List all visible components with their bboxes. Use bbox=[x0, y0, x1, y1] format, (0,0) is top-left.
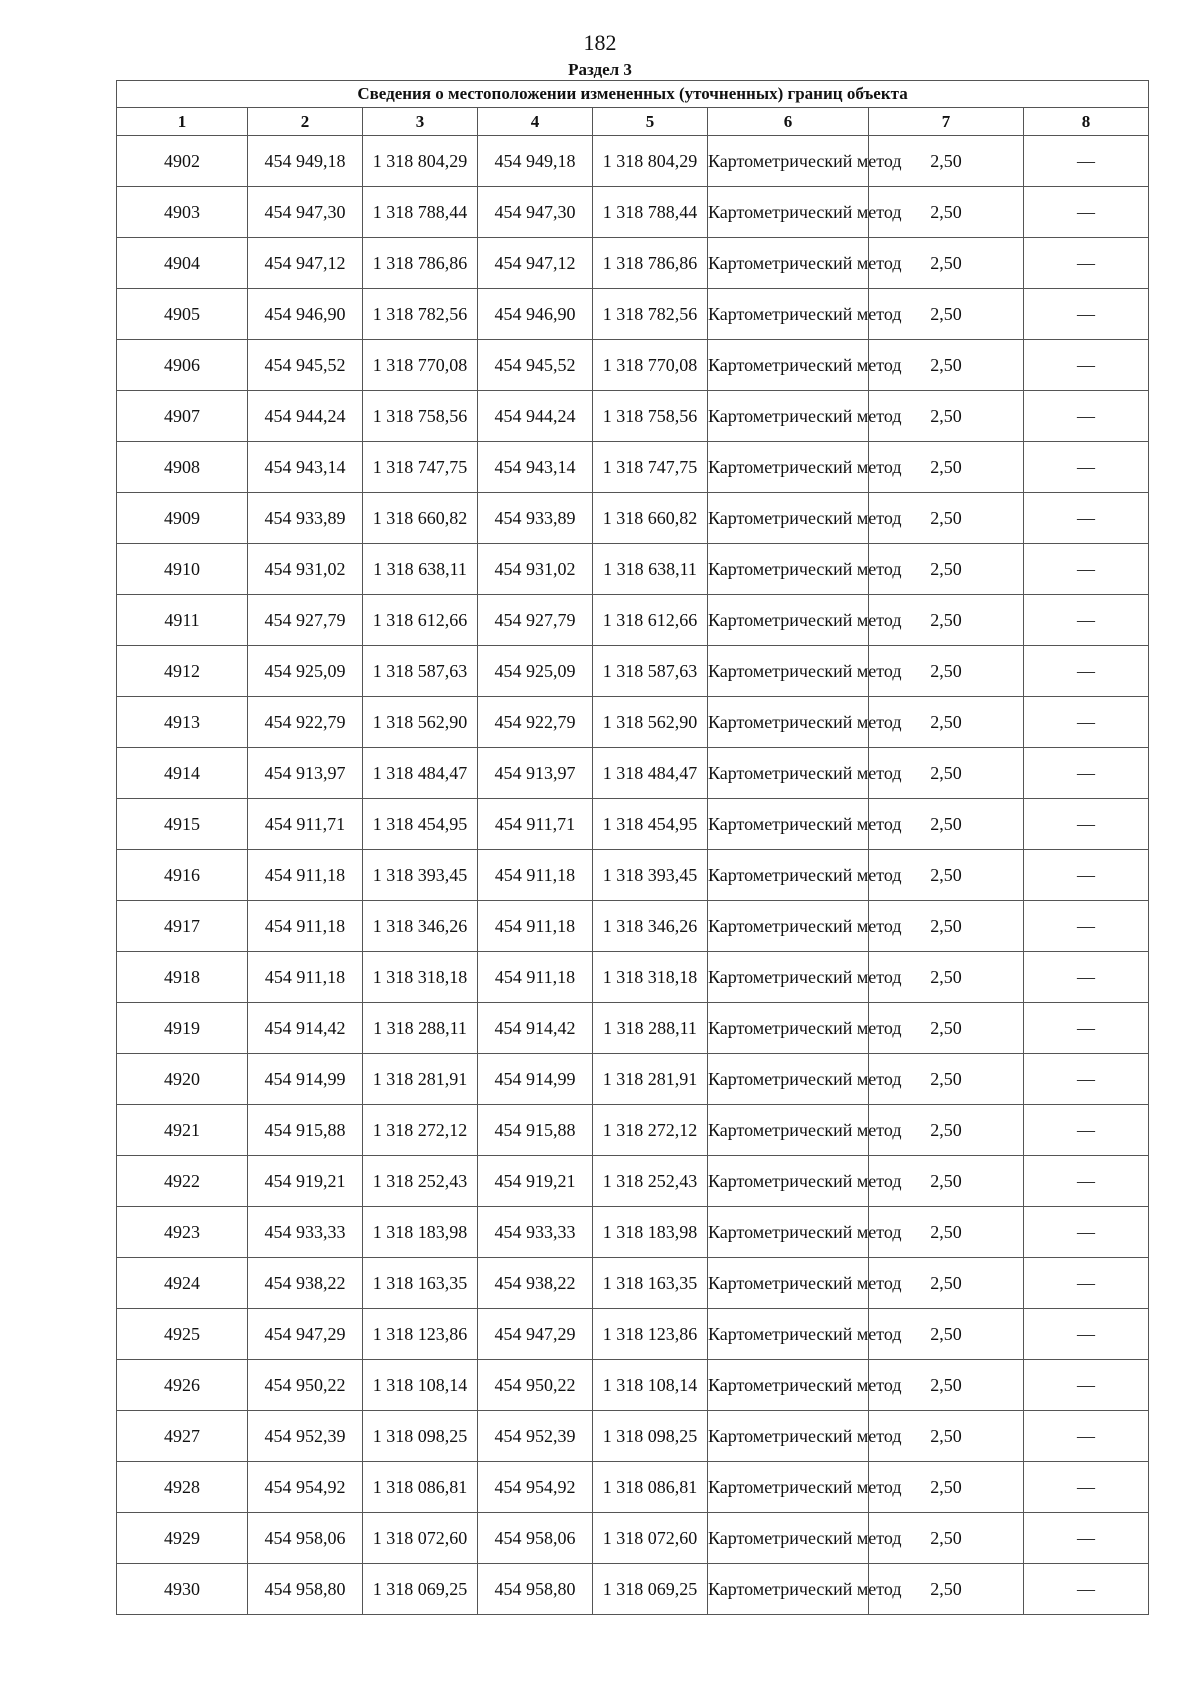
description-cell: — bbox=[1024, 1462, 1149, 1513]
description-cell: — bbox=[1024, 136, 1149, 187]
description-cell: — bbox=[1024, 1207, 1149, 1258]
precision-cell: 2,50 bbox=[869, 697, 1024, 748]
y-old-cell: 1 318 163,35 bbox=[363, 1258, 478, 1309]
y-old-cell: 1 318 758,56 bbox=[363, 391, 478, 442]
precision-cell: 2,50 bbox=[869, 799, 1024, 850]
point-number-cell: 4906 bbox=[117, 340, 248, 391]
y-old-cell: 1 318 272,12 bbox=[363, 1105, 478, 1156]
x-new-cell: 454 954,92 bbox=[478, 1462, 593, 1513]
y-new-cell: 1 318 638,11 bbox=[593, 544, 708, 595]
description-cell: — bbox=[1024, 595, 1149, 646]
description-cell: — bbox=[1024, 1564, 1149, 1615]
table-row bbox=[117, 289, 1149, 340]
precision-cell: 2,50 bbox=[869, 952, 1024, 1003]
x-old-cell: 454 958,06 bbox=[248, 1513, 363, 1564]
method-cell: Картометрический метод bbox=[708, 1564, 869, 1615]
y-new-cell: 1 318 758,56 bbox=[593, 391, 708, 442]
description-cell: — bbox=[1024, 391, 1149, 442]
table-row bbox=[117, 697, 1149, 748]
x-new-cell: 454 947,29 bbox=[478, 1309, 593, 1360]
x-new-cell: 454 947,12 bbox=[478, 238, 593, 289]
table-row bbox=[117, 1309, 1149, 1360]
description-cell: — bbox=[1024, 1309, 1149, 1360]
x-old-cell: 454 950,22 bbox=[248, 1360, 363, 1411]
precision-cell: 2,50 bbox=[869, 1054, 1024, 1105]
y-new-cell: 1 318 747,75 bbox=[593, 442, 708, 493]
page-number: 182 bbox=[583, 30, 617, 55]
method-cell: Картометрический метод bbox=[708, 1309, 869, 1360]
x-new-cell: 454 938,22 bbox=[478, 1258, 593, 1309]
point-number-cell: 4925 bbox=[117, 1309, 248, 1360]
table-caption-row bbox=[117, 81, 1149, 108]
y-old-cell: 1 318 393,45 bbox=[363, 850, 478, 901]
method-cell: Картометрический метод bbox=[708, 799, 869, 850]
table-row bbox=[117, 595, 1149, 646]
table-row bbox=[117, 544, 1149, 595]
method-cell: Картометрический метод bbox=[708, 595, 869, 646]
x-old-cell: 454 914,99 bbox=[248, 1054, 363, 1105]
column-header: 6 bbox=[708, 108, 869, 136]
point-number-cell: 4919 bbox=[117, 1003, 248, 1054]
y-old-cell: 1 318 660,82 bbox=[363, 493, 478, 544]
table-row bbox=[117, 136, 1149, 187]
y-old-cell: 1 318 108,14 bbox=[363, 1360, 478, 1411]
method-cell: Картометрический метод bbox=[708, 391, 869, 442]
x-old-cell: 454 913,97 bbox=[248, 748, 363, 799]
y-old-cell: 1 318 288,11 bbox=[363, 1003, 478, 1054]
x-new-cell: 454 952,39 bbox=[478, 1411, 593, 1462]
precision-cell: 2,50 bbox=[869, 1003, 1024, 1054]
precision-cell: 2,50 bbox=[869, 238, 1024, 289]
method-cell: Картометрический метод bbox=[708, 1003, 869, 1054]
y-old-cell: 1 318 788,44 bbox=[363, 187, 478, 238]
y-new-cell: 1 318 786,86 bbox=[593, 238, 708, 289]
y-new-cell: 1 318 804,29 bbox=[593, 136, 708, 187]
point-number-cell: 4911 bbox=[117, 595, 248, 646]
boundary-points-table bbox=[116, 80, 1149, 1615]
method-cell: Картометрический метод bbox=[708, 1207, 869, 1258]
precision-cell: 2,50 bbox=[869, 595, 1024, 646]
description-cell: — bbox=[1024, 850, 1149, 901]
precision-cell: 2,50 bbox=[869, 544, 1024, 595]
precision-cell: 2,50 bbox=[869, 1411, 1024, 1462]
method-cell: Картометрический метод bbox=[708, 1360, 869, 1411]
y-old-cell: 1 318 804,29 bbox=[363, 136, 478, 187]
point-number-cell: 4922 bbox=[117, 1156, 248, 1207]
table-row bbox=[117, 1054, 1149, 1105]
y-new-cell: 1 318 072,60 bbox=[593, 1513, 708, 1564]
x-new-cell: 454 911,18 bbox=[478, 901, 593, 952]
table-row bbox=[117, 238, 1149, 289]
method-cell: Картометрический метод bbox=[708, 1411, 869, 1462]
point-number-cell: 4903 bbox=[117, 187, 248, 238]
method-cell: Картометрический метод bbox=[708, 1513, 869, 1564]
table-row bbox=[117, 1360, 1149, 1411]
y-new-cell: 1 318 770,08 bbox=[593, 340, 708, 391]
precision-cell: 2,50 bbox=[869, 646, 1024, 697]
method-cell: Картометрический метод bbox=[708, 289, 869, 340]
method-cell: Картометрический метод bbox=[708, 901, 869, 952]
x-new-cell: 454 919,21 bbox=[478, 1156, 593, 1207]
point-number-cell: 4917 bbox=[117, 901, 248, 952]
precision-cell: 2,50 bbox=[869, 1156, 1024, 1207]
method-cell: Картометрический метод bbox=[708, 952, 869, 1003]
x-old-cell: 454 947,30 bbox=[248, 187, 363, 238]
x-new-cell: 454 922,79 bbox=[478, 697, 593, 748]
y-new-cell: 1 318 612,66 bbox=[593, 595, 708, 646]
point-number-cell: 4912 bbox=[117, 646, 248, 697]
y-old-cell: 1 318 086,81 bbox=[363, 1462, 478, 1513]
precision-cell: 2,50 bbox=[869, 136, 1024, 187]
method-cell: Картометрический метод bbox=[708, 544, 869, 595]
x-new-cell: 454 943,14 bbox=[478, 442, 593, 493]
point-number-cell: 4905 bbox=[117, 289, 248, 340]
table-row bbox=[117, 1513, 1149, 1564]
y-old-cell: 1 318 318,18 bbox=[363, 952, 478, 1003]
table-row bbox=[117, 952, 1149, 1003]
x-new-cell: 454 950,22 bbox=[478, 1360, 593, 1411]
point-number-cell: 4927 bbox=[117, 1411, 248, 1462]
column-header: 7 bbox=[869, 108, 1024, 136]
description-cell: — bbox=[1024, 799, 1149, 850]
point-number-cell: 4926 bbox=[117, 1360, 248, 1411]
precision-cell: 2,50 bbox=[869, 1564, 1024, 1615]
description-cell: — bbox=[1024, 1411, 1149, 1462]
precision-cell: 2,50 bbox=[869, 901, 1024, 952]
y-new-cell: 1 318 484,47 bbox=[593, 748, 708, 799]
x-new-cell: 454 958,80 bbox=[478, 1564, 593, 1615]
y-old-cell: 1 318 782,56 bbox=[363, 289, 478, 340]
column-header: 3 bbox=[363, 108, 478, 136]
x-new-cell: 454 958,06 bbox=[478, 1513, 593, 1564]
y-new-cell: 1 318 108,14 bbox=[593, 1360, 708, 1411]
section-title: Раздел 3 bbox=[568, 60, 632, 79]
x-old-cell: 454 938,22 bbox=[248, 1258, 363, 1309]
y-old-cell: 1 318 346,26 bbox=[363, 901, 478, 952]
table-row bbox=[117, 1564, 1149, 1615]
table-body bbox=[117, 81, 1149, 1615]
x-new-cell: 454 947,30 bbox=[478, 187, 593, 238]
method-cell: Картометрический метод bbox=[708, 1462, 869, 1513]
method-cell: Картометрический метод bbox=[708, 136, 869, 187]
method-cell: Картометрический метод bbox=[708, 442, 869, 493]
x-old-cell: 454 925,09 bbox=[248, 646, 363, 697]
x-old-cell: 454 911,71 bbox=[248, 799, 363, 850]
description-cell: — bbox=[1024, 646, 1149, 697]
x-old-cell: 454 927,79 bbox=[248, 595, 363, 646]
point-number-cell: 4907 bbox=[117, 391, 248, 442]
x-new-cell: 454 949,18 bbox=[478, 136, 593, 187]
x-new-cell: 454 913,97 bbox=[478, 748, 593, 799]
y-old-cell: 1 318 252,43 bbox=[363, 1156, 478, 1207]
y-new-cell: 1 318 281,91 bbox=[593, 1054, 708, 1105]
x-old-cell: 454 945,52 bbox=[248, 340, 363, 391]
description-cell: — bbox=[1024, 238, 1149, 289]
y-new-cell: 1 318 782,56 bbox=[593, 289, 708, 340]
y-new-cell: 1 318 252,43 bbox=[593, 1156, 708, 1207]
description-cell: — bbox=[1024, 493, 1149, 544]
point-number-cell: 4918 bbox=[117, 952, 248, 1003]
x-new-cell: 454 911,71 bbox=[478, 799, 593, 850]
x-old-cell: 454 946,90 bbox=[248, 289, 363, 340]
precision-cell: 2,50 bbox=[869, 850, 1024, 901]
point-number-cell: 4928 bbox=[117, 1462, 248, 1513]
y-new-cell: 1 318 587,63 bbox=[593, 646, 708, 697]
x-old-cell: 454 919,21 bbox=[248, 1156, 363, 1207]
point-number-cell: 4904 bbox=[117, 238, 248, 289]
method-cell: Картометрический метод bbox=[708, 493, 869, 544]
precision-cell: 2,50 bbox=[869, 1513, 1024, 1564]
description-cell: — bbox=[1024, 1258, 1149, 1309]
table-row bbox=[117, 391, 1149, 442]
table-row bbox=[117, 1462, 1149, 1513]
column-header: 5 bbox=[593, 108, 708, 136]
table-row bbox=[117, 1207, 1149, 1258]
precision-cell: 2,50 bbox=[869, 1258, 1024, 1309]
x-new-cell: 454 914,42 bbox=[478, 1003, 593, 1054]
method-cell: Картометрический метод bbox=[708, 646, 869, 697]
table-row bbox=[117, 1411, 1149, 1462]
method-cell: Картометрический метод bbox=[708, 1156, 869, 1207]
x-old-cell: 454 922,79 bbox=[248, 697, 363, 748]
precision-cell: 2,50 bbox=[869, 1309, 1024, 1360]
method-cell: Картометрический метод bbox=[708, 850, 869, 901]
point-number-cell: 4908 bbox=[117, 442, 248, 493]
description-cell: — bbox=[1024, 544, 1149, 595]
x-old-cell: 454 911,18 bbox=[248, 850, 363, 901]
table-row bbox=[117, 799, 1149, 850]
x-old-cell: 454 949,18 bbox=[248, 136, 363, 187]
description-cell: — bbox=[1024, 1156, 1149, 1207]
x-new-cell: 454 933,33 bbox=[478, 1207, 593, 1258]
y-new-cell: 1 318 454,95 bbox=[593, 799, 708, 850]
point-number-cell: 4924 bbox=[117, 1258, 248, 1309]
y-old-cell: 1 318 069,25 bbox=[363, 1564, 478, 1615]
column-number-row bbox=[117, 108, 1149, 136]
x-new-cell: 454 911,18 bbox=[478, 850, 593, 901]
x-old-cell: 454 947,29 bbox=[248, 1309, 363, 1360]
x-old-cell: 454 943,14 bbox=[248, 442, 363, 493]
x-old-cell: 454 933,89 bbox=[248, 493, 363, 544]
x-old-cell: 454 915,88 bbox=[248, 1105, 363, 1156]
column-header: 4 bbox=[478, 108, 593, 136]
description-cell: — bbox=[1024, 1360, 1149, 1411]
x-old-cell: 454 947,12 bbox=[248, 238, 363, 289]
y-new-cell: 1 318 346,26 bbox=[593, 901, 708, 952]
x-old-cell: 454 944,24 bbox=[248, 391, 363, 442]
y-old-cell: 1 318 484,47 bbox=[363, 748, 478, 799]
point-number-cell: 4921 bbox=[117, 1105, 248, 1156]
method-cell: Картометрический метод bbox=[708, 697, 869, 748]
description-cell: — bbox=[1024, 1105, 1149, 1156]
method-cell: Картометрический метод bbox=[708, 1105, 869, 1156]
point-number-cell: 4914 bbox=[117, 748, 248, 799]
description-cell: — bbox=[1024, 748, 1149, 799]
description-cell: — bbox=[1024, 1054, 1149, 1105]
y-new-cell: 1 318 318,18 bbox=[593, 952, 708, 1003]
x-old-cell: 454 952,39 bbox=[248, 1411, 363, 1462]
x-new-cell: 454 945,52 bbox=[478, 340, 593, 391]
precision-cell: 2,50 bbox=[869, 187, 1024, 238]
y-new-cell: 1 318 562,90 bbox=[593, 697, 708, 748]
table-row bbox=[117, 493, 1149, 544]
precision-cell: 2,50 bbox=[869, 1207, 1024, 1258]
description-cell: — bbox=[1024, 442, 1149, 493]
y-new-cell: 1 318 086,81 bbox=[593, 1462, 708, 1513]
x-new-cell: 454 944,24 bbox=[478, 391, 593, 442]
y-old-cell: 1 318 638,11 bbox=[363, 544, 478, 595]
column-header: 2 bbox=[248, 108, 363, 136]
precision-cell: 2,50 bbox=[869, 1105, 1024, 1156]
y-new-cell: 1 318 272,12 bbox=[593, 1105, 708, 1156]
table-row bbox=[117, 748, 1149, 799]
x-new-cell: 454 925,09 bbox=[478, 646, 593, 697]
y-old-cell: 1 318 072,60 bbox=[363, 1513, 478, 1564]
table-row bbox=[117, 646, 1149, 697]
x-old-cell: 454 933,33 bbox=[248, 1207, 363, 1258]
method-cell: Картометрический метод bbox=[708, 1258, 869, 1309]
table-caption: Сведения о местоположении измененных (уточненных) границ объекта bbox=[117, 81, 1149, 108]
precision-cell: 2,50 bbox=[869, 340, 1024, 391]
x-new-cell: 454 931,02 bbox=[478, 544, 593, 595]
description-cell: — bbox=[1024, 340, 1149, 391]
x-old-cell: 454 911,18 bbox=[248, 952, 363, 1003]
y-new-cell: 1 318 788,44 bbox=[593, 187, 708, 238]
y-old-cell: 1 318 587,63 bbox=[363, 646, 478, 697]
precision-cell: 2,50 bbox=[869, 748, 1024, 799]
y-new-cell: 1 318 098,25 bbox=[593, 1411, 708, 1462]
x-new-cell: 454 927,79 bbox=[478, 595, 593, 646]
x-old-cell: 454 911,18 bbox=[248, 901, 363, 952]
y-old-cell: 1 318 098,25 bbox=[363, 1411, 478, 1462]
precision-cell: 2,50 bbox=[869, 1360, 1024, 1411]
point-number-cell: 4902 bbox=[117, 136, 248, 187]
point-number-cell: 4916 bbox=[117, 850, 248, 901]
y-old-cell: 1 318 454,95 bbox=[363, 799, 478, 850]
y-new-cell: 1 318 660,82 bbox=[593, 493, 708, 544]
y-old-cell: 1 318 786,86 bbox=[363, 238, 478, 289]
description-cell: — bbox=[1024, 1003, 1149, 1054]
y-new-cell: 1 318 163,35 bbox=[593, 1258, 708, 1309]
table-row bbox=[117, 1156, 1149, 1207]
description-cell: — bbox=[1024, 697, 1149, 748]
y-new-cell: 1 318 393,45 bbox=[593, 850, 708, 901]
precision-cell: 2,50 bbox=[869, 289, 1024, 340]
x-old-cell: 454 931,02 bbox=[248, 544, 363, 595]
table-row bbox=[117, 1258, 1149, 1309]
description-cell: — bbox=[1024, 289, 1149, 340]
column-header: 1 bbox=[117, 108, 248, 136]
method-cell: Картометрический метод bbox=[708, 340, 869, 391]
y-new-cell: 1 318 288,11 bbox=[593, 1003, 708, 1054]
x-old-cell: 454 958,80 bbox=[248, 1564, 363, 1615]
description-cell: — bbox=[1024, 952, 1149, 1003]
y-old-cell: 1 318 183,98 bbox=[363, 1207, 478, 1258]
y-new-cell: 1 318 123,86 bbox=[593, 1309, 708, 1360]
table-row bbox=[117, 442, 1149, 493]
x-new-cell: 454 915,88 bbox=[478, 1105, 593, 1156]
method-cell: Картометрический метод bbox=[708, 238, 869, 289]
x-new-cell: 454 911,18 bbox=[478, 952, 593, 1003]
x-old-cell: 454 954,92 bbox=[248, 1462, 363, 1513]
method-cell: Картометрический метод bbox=[708, 1054, 869, 1105]
column-header: 8 bbox=[1024, 108, 1149, 136]
method-cell: Картометрический метод bbox=[708, 748, 869, 799]
table-row bbox=[117, 1003, 1149, 1054]
y-old-cell: 1 318 612,66 bbox=[363, 595, 478, 646]
description-cell: — bbox=[1024, 1513, 1149, 1564]
y-new-cell: 1 318 183,98 bbox=[593, 1207, 708, 1258]
y-old-cell: 1 318 281,91 bbox=[363, 1054, 478, 1105]
precision-cell: 2,50 bbox=[869, 391, 1024, 442]
x-new-cell: 454 933,89 bbox=[478, 493, 593, 544]
table-row bbox=[117, 901, 1149, 952]
y-old-cell: 1 318 123,86 bbox=[363, 1309, 478, 1360]
table-row bbox=[117, 187, 1149, 238]
precision-cell: 2,50 bbox=[869, 1462, 1024, 1513]
point-number-cell: 4930 bbox=[117, 1564, 248, 1615]
x-new-cell: 454 914,99 bbox=[478, 1054, 593, 1105]
point-number-cell: 4913 bbox=[117, 697, 248, 748]
point-number-cell: 4909 bbox=[117, 493, 248, 544]
point-number-cell: 4923 bbox=[117, 1207, 248, 1258]
table-row bbox=[117, 850, 1149, 901]
y-old-cell: 1 318 562,90 bbox=[363, 697, 478, 748]
x-old-cell: 454 914,42 bbox=[248, 1003, 363, 1054]
table-row bbox=[117, 1105, 1149, 1156]
description-cell: — bbox=[1024, 901, 1149, 952]
point-number-cell: 4920 bbox=[117, 1054, 248, 1105]
y-old-cell: 1 318 770,08 bbox=[363, 340, 478, 391]
description-cell: — bbox=[1024, 187, 1149, 238]
y-new-cell: 1 318 069,25 bbox=[593, 1564, 708, 1615]
precision-cell: 2,50 bbox=[869, 442, 1024, 493]
x-new-cell: 454 946,90 bbox=[478, 289, 593, 340]
method-cell: Картометрический метод bbox=[708, 187, 869, 238]
point-number-cell: 4915 bbox=[117, 799, 248, 850]
point-number-cell: 4910 bbox=[117, 544, 248, 595]
y-old-cell: 1 318 747,75 bbox=[363, 442, 478, 493]
precision-cell: 2,50 bbox=[869, 493, 1024, 544]
point-number-cell: 4929 bbox=[117, 1513, 248, 1564]
table-row bbox=[117, 340, 1149, 391]
